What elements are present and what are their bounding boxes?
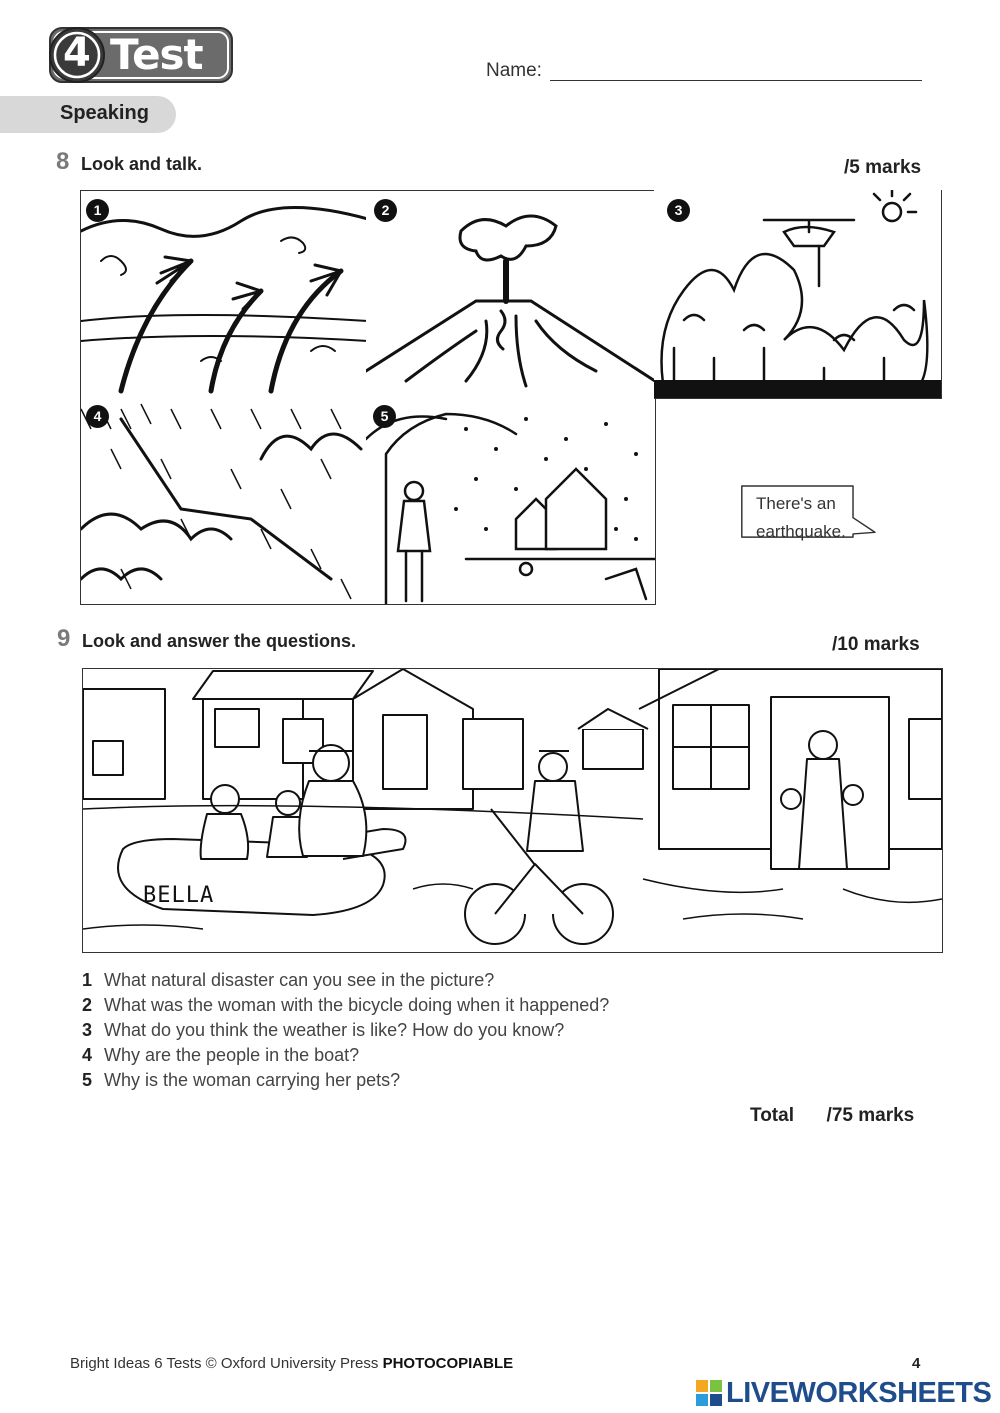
hurricane-illustration bbox=[81, 191, 368, 401]
question-list bbox=[82, 970, 609, 1095]
question-9-instruction: Look and answer the questions. bbox=[82, 631, 357, 651]
list-item: 1 What natural disaster can you see in the picture? bbox=[82, 970, 495, 990]
volcano-illustration bbox=[366, 191, 655, 401]
section-title: Speaking bbox=[60, 102, 149, 124]
question-8-number: 8 bbox=[56, 148, 70, 175]
liveworksheets-logo[interactable] bbox=[696, 1377, 996, 1407]
flood-scene-illustration bbox=[83, 669, 942, 952]
panel-snow-storm bbox=[366, 399, 656, 605]
footer-copyright: Bright Ideas 6 Tests © Oxford University Press PHOTOCOPIABLE bbox=[70, 1355, 514, 1372]
panel-forest-fire bbox=[654, 190, 942, 399]
unit-number: 4 bbox=[63, 30, 91, 76]
rain-storm-illustration bbox=[81, 399, 368, 604]
list-item: 3 What do you think the weather is like? How do you know? bbox=[82, 1020, 565, 1040]
name-label: Name: bbox=[486, 60, 542, 81]
photocopiable-label: PHOTOCOPIABLE bbox=[382, 1355, 514, 1372]
panel-4-number: 4 bbox=[86, 405, 109, 428]
list-item: 4 Why are the people in the boat? bbox=[82, 1045, 360, 1065]
panel-2-number: 2 bbox=[374, 199, 397, 222]
liveworksheets-brand: LIVEWORKSHEETS bbox=[726, 1377, 992, 1409]
test-title: Test bbox=[110, 30, 203, 79]
panel-5-number: 5 bbox=[373, 405, 396, 428]
speech-bubble-text: There's an earthquake. bbox=[756, 494, 846, 541]
flood-scene-picture bbox=[82, 668, 943, 953]
unit-test-badge bbox=[48, 26, 234, 84]
question-9-number: 9 bbox=[57, 625, 71, 652]
question-9-marks: /10 marks bbox=[832, 634, 920, 655]
question-8-marks: /5 marks bbox=[844, 157, 922, 178]
panel-3-number: 3 bbox=[667, 199, 690, 222]
forest-fire-illustration bbox=[654, 190, 941, 398]
total-marks: /75 marks bbox=[826, 1105, 915, 1126]
page-number: 4 bbox=[912, 1355, 921, 1372]
panel-rain-storm bbox=[80, 399, 369, 605]
total-score bbox=[750, 1105, 914, 1127]
panel-volcano bbox=[366, 190, 656, 402]
total-label: Total bbox=[750, 1105, 794, 1126]
snow-storm-illustration bbox=[366, 399, 655, 604]
panel-hurricane bbox=[80, 190, 369, 402]
name-input-line[interactable] bbox=[550, 80, 922, 81]
boat-name: BELLA bbox=[143, 883, 215, 908]
list-item: 5 Why is the woman carrying her pets? bbox=[82, 1070, 401, 1090]
question-8-instruction: Look and talk. bbox=[81, 154, 203, 174]
list-item: 2 What was the woman with the bicycle doing when it happened? bbox=[82, 995, 610, 1015]
liveworksheets-icon bbox=[696, 1380, 722, 1406]
panel-1-number: 1 bbox=[86, 199, 109, 222]
